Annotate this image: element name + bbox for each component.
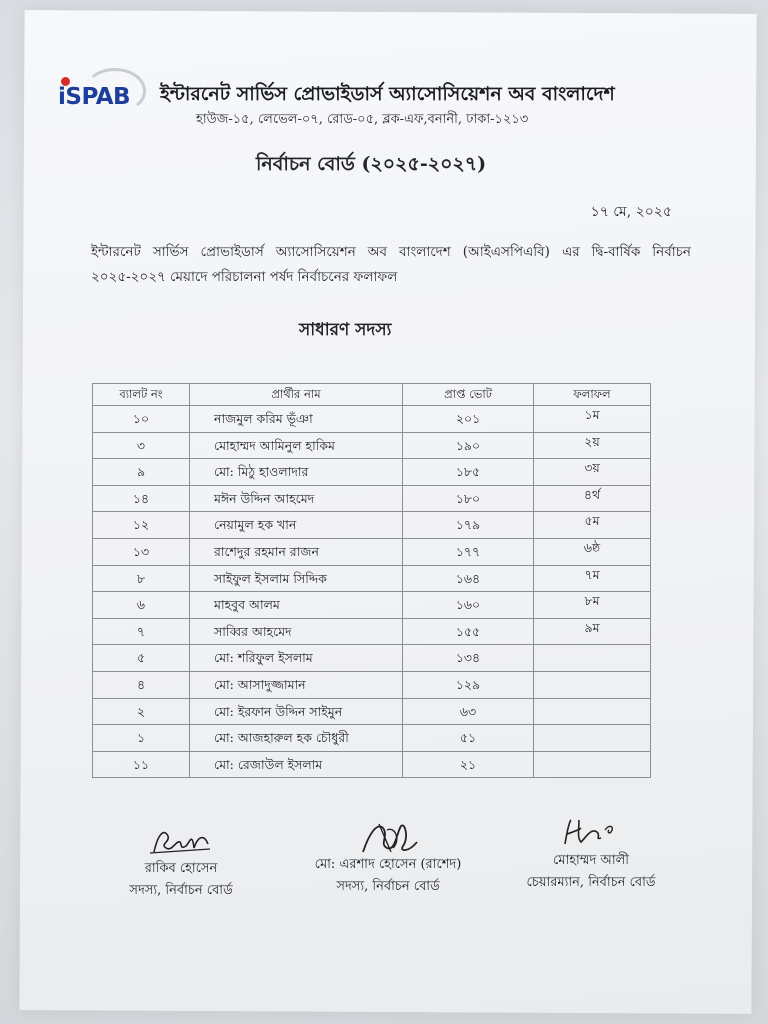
signatory-role: সদস্য, নির্বাচন বোর্ড: [336, 879, 440, 894]
name-cell: মো: শরিফুল ইসলাম: [190, 645, 403, 672]
table-header-row: [93, 384, 651, 406]
votes-cell: ২১: [403, 751, 534, 778]
votes-cell: ১৭৭: [403, 538, 534, 565]
name-cell: নাজমুল করিম ভূঁঞা: [190, 406, 403, 433]
table-row: [93, 459, 651, 486]
table-row: [93, 538, 651, 565]
table-row: [93, 698, 651, 725]
name-cell: নেয়ামুল হক খান: [190, 512, 403, 539]
ballot-cell: ৭: [93, 618, 190, 645]
result-cell: [534, 725, 651, 752]
name-cell: সাইফুল ইসলাম সিদ্দিক: [190, 565, 403, 592]
votes-cell: ১৬০: [403, 592, 534, 619]
signatory-name: মো: এরশাদ হোসেন (রাশেদ): [314, 857, 462, 872]
name-cell: মাহবুব আলম: [190, 592, 403, 619]
organization-name: ইন্টারনেট সার্ভিস প্রোভাইডার্স অ্যাসোসিয়েশন অব বাংলাদেশ: [160, 83, 615, 105]
name-cell: সাব্বির আহমেদ: [190, 618, 403, 645]
document-date: ১৭ মে, ২০২৫: [590, 204, 672, 220]
signature-mark: [106, 822, 256, 858]
result-cell: ৫ম: [534, 512, 651, 539]
votes-cell: ১২৯: [403, 671, 534, 698]
table-row: [93, 512, 651, 539]
ballot-cell: ৯: [93, 459, 190, 486]
table-row: [93, 751, 651, 778]
table-row: [93, 645, 651, 672]
section-title: সাধারণ সদস্য: [299, 320, 392, 340]
name-cell: মোহাম্মদ আমিনুল হাকিম: [190, 432, 403, 459]
table-row: [93, 485, 651, 512]
ballot-cell: ১: [93, 725, 190, 752]
votes-cell: ৫১: [403, 725, 534, 752]
header-result: ফলাফল: [534, 384, 651, 406]
result-cell: ৯ম: [534, 618, 651, 645]
result-cell: ১ম: [534, 406, 651, 433]
ballot-cell: ১২: [93, 512, 190, 539]
ballot-cell: ৩: [93, 432, 190, 459]
ballot-cell: ৬: [93, 592, 190, 619]
votes-cell: ১৬৪: [403, 565, 534, 592]
ballot-cell: ১৪: [93, 485, 190, 512]
signatory-1: [106, 822, 256, 902]
name-cell: মো: মিঠু হাওলাদার: [190, 459, 403, 486]
organization-address: হাউজ-১৫, লেভেল-০৭, রোড-০৫, ব্লক-এফ,বনানী, ঢাকা-১২১৩: [196, 112, 529, 127]
votes-cell: ১৮৫: [403, 459, 534, 486]
ballot-cell: ৫: [93, 645, 190, 672]
logo-text: iSPAB: [58, 84, 131, 110]
votes-cell: ১৭৯: [403, 512, 534, 539]
result-cell: [534, 751, 651, 778]
table-row: [93, 671, 651, 698]
result-cell: [534, 645, 651, 672]
ispab-logo: [58, 74, 138, 114]
name-cell: মো: রেজাউল ইসলাম: [190, 751, 403, 778]
votes-cell: ২০১: [403, 406, 534, 433]
result-cell: ৪র্থ: [534, 485, 651, 512]
signatory-name: মোহাম্মদ আলী: [552, 853, 630, 868]
votes-cell: ১৫৫: [403, 618, 534, 645]
ballot-cell: ২: [93, 698, 190, 725]
name-cell: মো: ইরফান উদ্দিন সাইমুন: [190, 698, 403, 725]
ballot-cell: ৪: [93, 671, 190, 698]
result-cell: ৩য়: [534, 459, 651, 486]
results-table: [92, 383, 651, 778]
votes-cell: ১৩৪: [403, 645, 534, 672]
result-cell: ৭ম: [534, 565, 651, 592]
votes-cell: ৬৩: [403, 698, 534, 725]
ballot-cell: ৮: [93, 565, 190, 592]
signature-mark: [516, 814, 666, 850]
votes-cell: ১৮০: [403, 485, 534, 512]
name-cell: রাশেদুর রহমান রাজন: [190, 538, 403, 565]
votes-cell: ১৯০: [403, 432, 534, 459]
result-cell: ৮ম: [534, 592, 651, 619]
header-candidate-name: প্রার্থীর নাম: [190, 384, 403, 406]
table-row: [93, 592, 651, 619]
result-cell: ২য়: [534, 432, 651, 459]
table-row: [93, 432, 651, 459]
signatory-role: সদস্য, নির্বাচন বোর্ড: [129, 883, 233, 898]
signature-mark: [298, 818, 478, 854]
ballot-cell: ১০: [93, 406, 190, 433]
signatory-name: রাকিব হোসেন: [144, 861, 218, 876]
table-row: [93, 565, 651, 592]
name-cell: মঈন উদ্দিন আহমেদ: [190, 485, 403, 512]
election-board-title: নির্বাচন বোর্ড (২০২৫-২০২৭): [256, 153, 487, 175]
ballot-cell: ১১: [93, 751, 190, 778]
table-row: [93, 618, 651, 645]
signatory-role: চেয়ারম্যান, নির্বাচন বোর্ড: [526, 875, 656, 890]
intro-paragraph: ইন্টারনেট সার্ভিস প্রোভাইডার্স অ্যাসোসিয়েশন অব বাংলাদেশ (আইএসপিএবি) এর দ্বি-বার্ষিক নির্বাচন ২০২৫-২০২৭ মেয়াদে পরিচালনা পর্ষদ নির্বাচনের ফলাফল: [91, 244, 691, 285]
table-row: [93, 406, 651, 433]
result-cell: [534, 671, 651, 698]
name-cell: মো: আসাদুজ্জামান: [190, 671, 403, 698]
result-cell: ৬ষ্ঠ: [534, 538, 651, 565]
name-cell: মো: আজহারুল হক চৌধুরী: [190, 725, 403, 752]
table-row: [93, 725, 651, 752]
signatory-3: [516, 814, 666, 894]
result-cell: [534, 698, 651, 725]
header-votes: প্রাপ্ত ভোট: [403, 384, 534, 406]
ballot-cell: ১৩: [93, 538, 190, 565]
signatory-2: [298, 818, 478, 898]
header-ballot: ব্যালট নং: [93, 384, 190, 406]
